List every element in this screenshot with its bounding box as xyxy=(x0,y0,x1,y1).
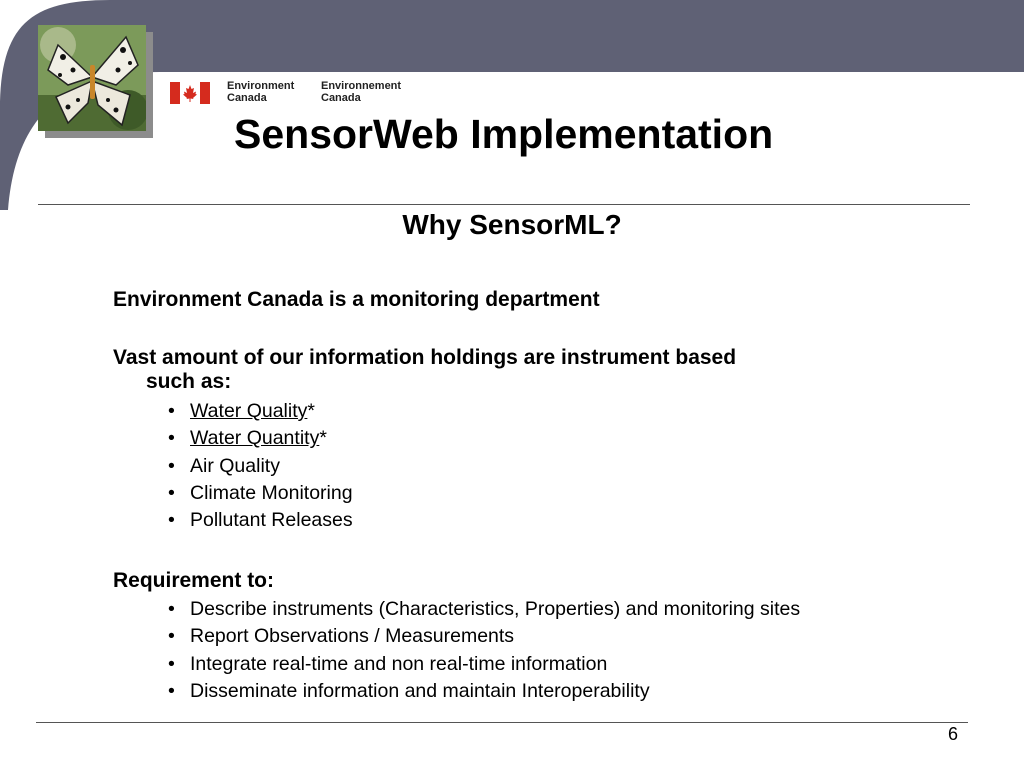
list-item xyxy=(168,398,353,425)
brand-english xyxy=(227,80,294,104)
requirement-heading: Requirement to: xyxy=(113,569,275,592)
paragraph-holdings-line1: Vast amount of our information holdings are instrument based xyxy=(113,346,737,369)
list-item xyxy=(168,651,800,678)
instrument-list xyxy=(168,398,353,534)
bullet-icon: • xyxy=(168,679,175,702)
canada-flag-icon xyxy=(170,82,210,104)
list-item-text: Pollutant Releases xyxy=(190,509,353,532)
list-item xyxy=(168,596,800,623)
butterfly-photo xyxy=(38,25,146,131)
bullet-icon: • xyxy=(168,454,175,477)
list-item-text: Report Observations / Measurements xyxy=(190,625,515,648)
butterfly-photo-icon xyxy=(38,25,146,131)
list-item-text: Disseminate information and maintain Interoperability xyxy=(190,679,650,702)
list-item-text: Describe instruments (Characteristics, Properties) and monitoring sites xyxy=(190,598,801,620)
list-item xyxy=(168,480,353,507)
asterisk: * xyxy=(307,400,315,422)
list-item-text: Climate Monitoring xyxy=(190,481,353,504)
list-item xyxy=(168,425,353,452)
paragraph-holdings xyxy=(113,346,913,394)
brand-en-line2: Canada xyxy=(227,92,267,104)
page-number: 6 xyxy=(948,724,959,744)
water-quantity-link[interactable]: Water Quantity xyxy=(190,427,320,450)
bullet-icon: • xyxy=(168,400,175,422)
bottom-divider xyxy=(36,722,968,723)
slide-subtitle: Why SensorML? xyxy=(402,209,622,240)
list-item-text: Integrate real-time and non real-time information xyxy=(190,652,608,675)
brand-fr-line2: Canada xyxy=(321,92,361,104)
requirement-list xyxy=(168,596,800,705)
bullet-icon: • xyxy=(168,509,175,532)
list-item xyxy=(168,678,800,705)
list-item xyxy=(168,623,800,650)
slide-title: SensorWeb Implementation xyxy=(234,111,774,157)
asterisk: * xyxy=(319,427,327,450)
bullet-icon: • xyxy=(168,625,175,648)
brand-french xyxy=(321,80,401,104)
bullet-icon: • xyxy=(168,427,175,450)
list-item-text: Air Quality xyxy=(190,454,280,477)
paragraph-monitoring: Environment Canada is a monitoring department xyxy=(113,288,600,311)
bullet-icon: • xyxy=(168,481,175,504)
bullet-icon: • xyxy=(168,652,175,675)
bullet-icon: • xyxy=(168,598,175,620)
brand-en-line1: Environment xyxy=(227,80,295,92)
water-quality-link[interactable]: Water Quality xyxy=(190,400,308,422)
paragraph-holdings-line2: such as: xyxy=(146,370,232,393)
list-item xyxy=(168,507,353,534)
brand-fr-line1: Environnement xyxy=(321,80,402,92)
list-item xyxy=(168,453,353,480)
